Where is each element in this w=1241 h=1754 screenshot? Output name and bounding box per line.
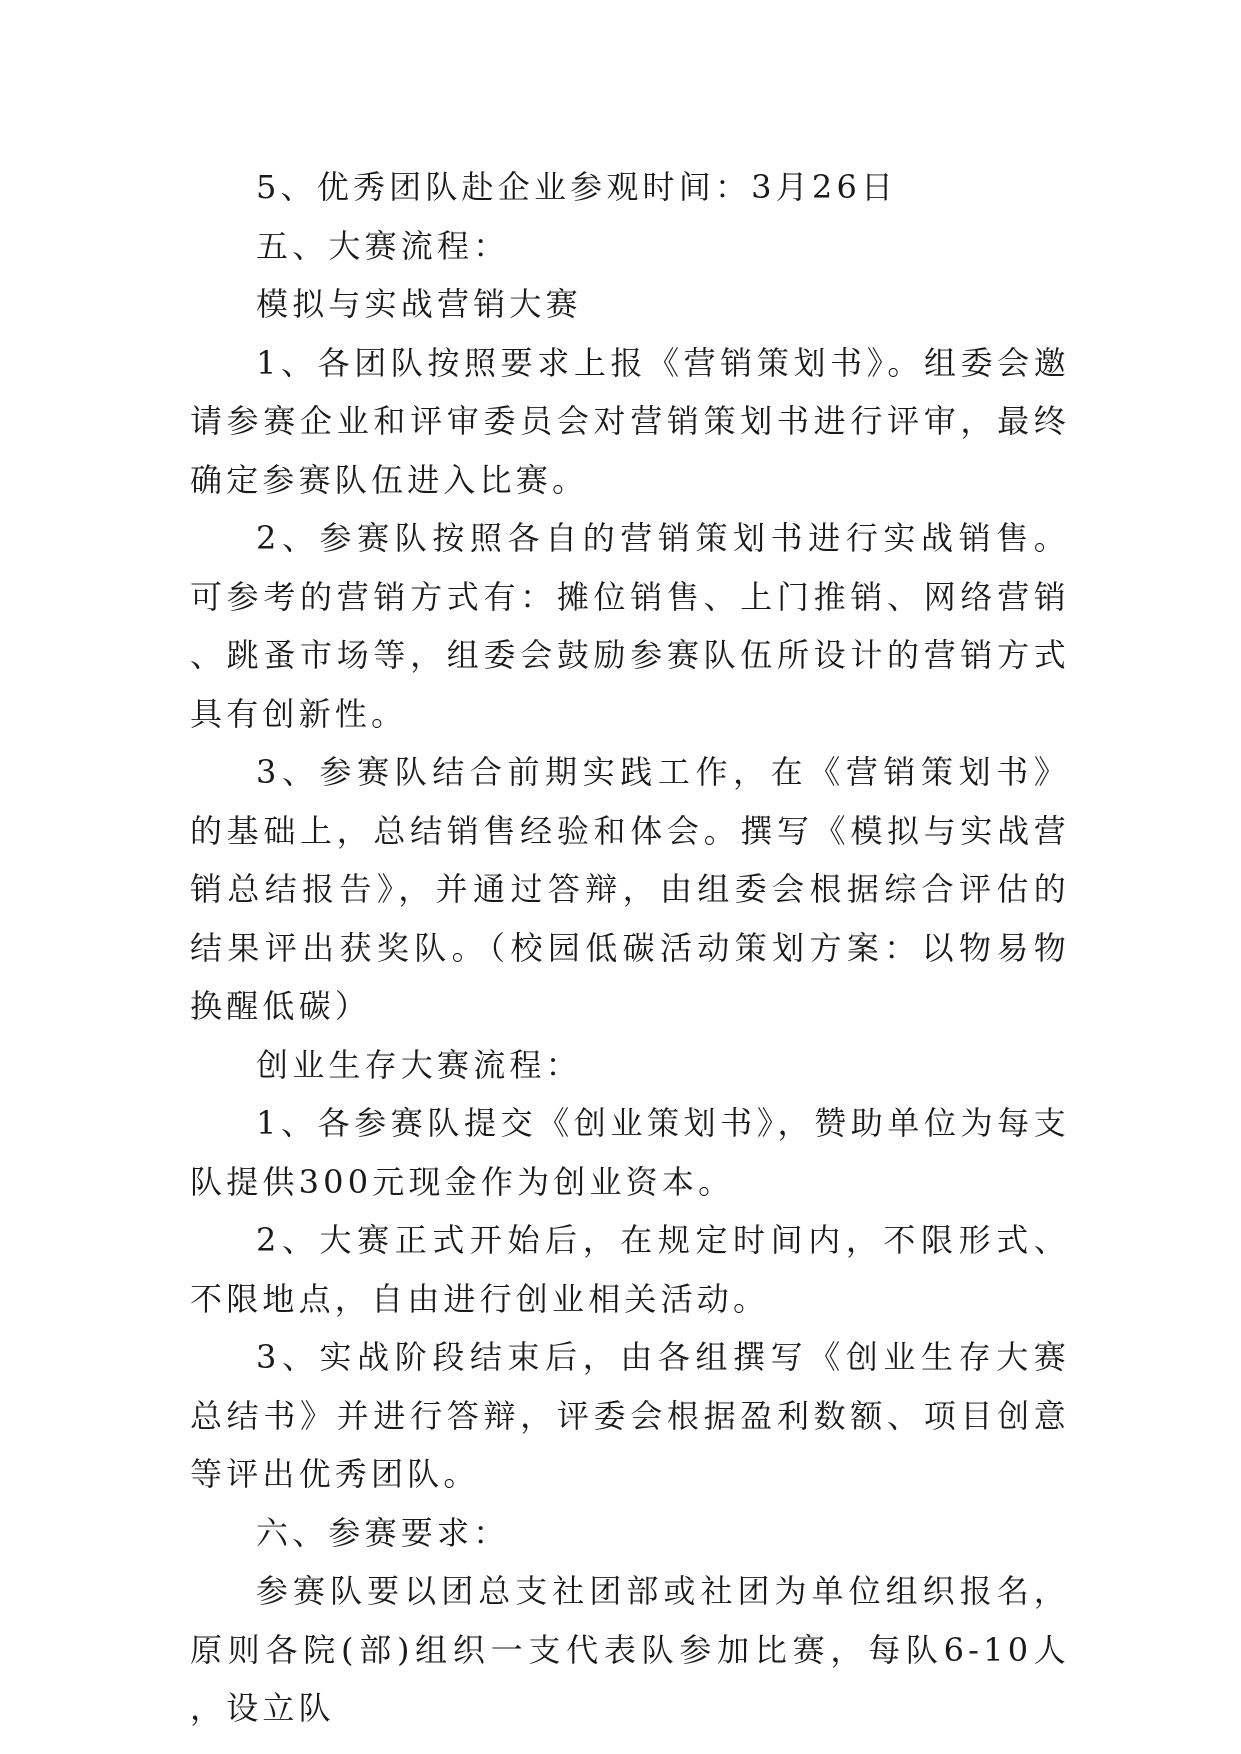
- paragraph-marketing-step-1: 1、各团队按照要求上报《营销策划书》。组委会邀请参赛企业和评审委员会对营销策划书进行评审，最终确定参赛队伍进入比赛。: [190, 343, 1070, 499]
- paragraph-startup-step-1: 1、各参赛队提交《创业策划书》，赞助单位为每支队提供300元现金作为创业资本。: [190, 1104, 1070, 1201]
- subheading-marketing-contest: 模拟与实战营销大赛: [256, 285, 582, 323]
- document-body: [190, 158, 1070, 1738]
- paragraph-requirements: 参赛队要以团总支社团部或社团为单位组织报名，原则各院(部)组织一支代表队参加比赛，每队6-10人，设立队: [190, 1572, 1070, 1727]
- paragraph-visit-time: 5、优秀团队赴企业参观时间：3月26日: [256, 168, 898, 206]
- heading-requirements: 六、参赛要求：: [256, 1513, 510, 1552]
- paragraph-startup-step-3: 3、实战阶段结束后，由各组撰写《创业生存大赛总结书》并进行答辩，评委会根据盈利数额、项目创意等评出优秀团队。: [190, 1338, 1070, 1493]
- subheading-startup-contest: 创业生存大赛流程：: [256, 1045, 582, 1084]
- paragraph-startup-step-2: 2、大赛正式开始后，在规定时间内，不限形式、不限地点，自由进行创业相关活动。: [190, 1221, 1070, 1318]
- heading-contest-process: 五、大赛流程：: [256, 226, 510, 265]
- paragraph-marketing-step-3: 3、参赛队结合前期实践工作，在《营销策划书》的基础上，总结销售经验和体会。撰写《模拟与实战营销总结报告》，并通过答辩，由组委会根据综合评估的结果评出获奖队。（校园低碳活动策划方案：以物易物换醒低碳）: [190, 753, 1070, 1025]
- paragraph-marketing-step-2: 2、参赛队按照各自的营销策划书进行实战销售。可参考的营销方式有：摊位销售、上门推销、网络营销、跳蚤市场等，组委会鼓励参赛队伍所设计的营销方式具有创新性。: [190, 519, 1070, 733]
